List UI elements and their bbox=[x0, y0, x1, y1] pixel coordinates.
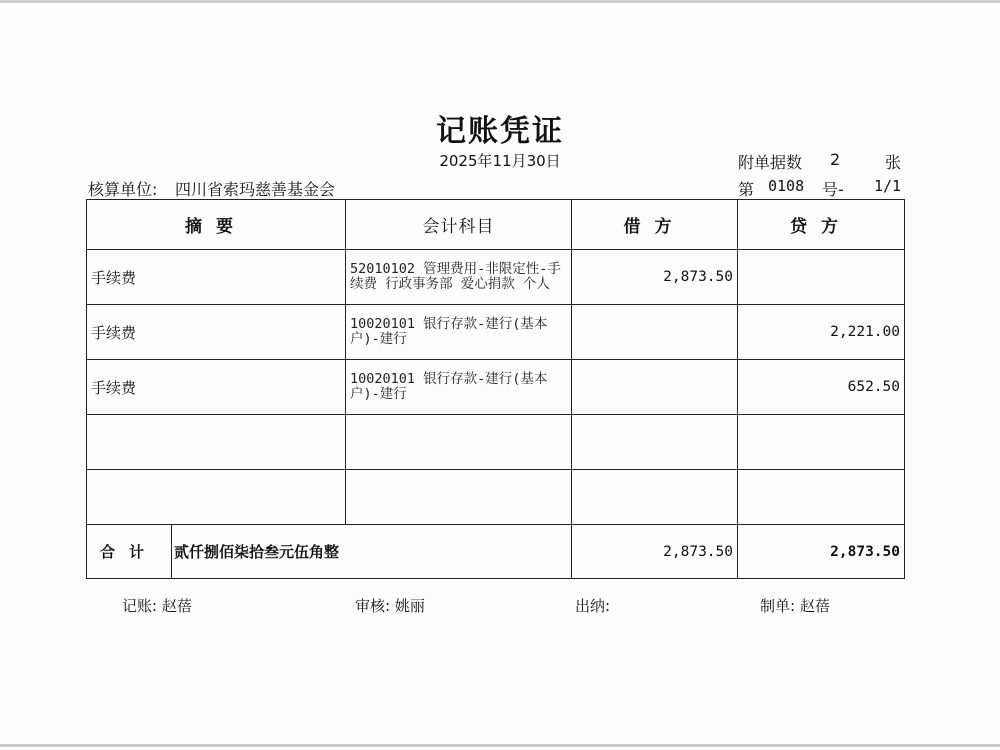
row-debit bbox=[572, 305, 738, 360]
row-debit bbox=[572, 470, 738, 525]
total-label: 合计 bbox=[87, 525, 172, 578]
row-credit: 2,221.00 bbox=[738, 305, 905, 360]
header-summary: 摘要 bbox=[87, 200, 346, 250]
row-credit bbox=[738, 415, 905, 470]
scan-edge-bottom bbox=[0, 744, 1000, 747]
reviewer: 审核: 姚丽 bbox=[355, 597, 425, 615]
voucher-title: 记账凭证 bbox=[436, 114, 564, 149]
table-row bbox=[87, 360, 905, 415]
table-row bbox=[87, 470, 905, 525]
accounting-unit-label: 核算单位: bbox=[88, 180, 158, 199]
accounting-unit-name: 四川省索玛慈善基金会 bbox=[175, 180, 336, 199]
row-debit: 2,873.50 bbox=[572, 250, 738, 305]
header-debit: 借方 bbox=[572, 200, 738, 250]
header-credit: 贷方 bbox=[738, 200, 905, 250]
row-credit bbox=[738, 470, 905, 525]
row-credit: 652.50 bbox=[738, 360, 905, 415]
row-summary: 手续费 bbox=[87, 360, 346, 415]
bookkeeper: 记账: 赵蓓 bbox=[122, 597, 192, 615]
table-row bbox=[87, 415, 905, 470]
attachments-unit: 张 bbox=[885, 153, 902, 172]
voucher-no-suffix: 号- bbox=[822, 180, 844, 199]
total-row bbox=[87, 525, 905, 579]
table-header-row bbox=[87, 200, 905, 250]
row-subject: 52010102 管理费用-非限定性-手续费 行政事务部 爱心捐款 个人 bbox=[346, 250, 572, 305]
total-credit: 2,873.50 bbox=[738, 525, 905, 579]
voucher-page: 1/1 bbox=[874, 177, 902, 195]
preparer: 制单: 赵蓓 bbox=[760, 597, 830, 615]
scan-edge-top bbox=[0, 0, 1000, 3]
voucher-date: 2025年11月30日 bbox=[439, 152, 561, 170]
cashier: 出纳: bbox=[575, 597, 611, 615]
attachments-label: 附单据数 bbox=[738, 153, 803, 172]
row-debit bbox=[572, 360, 738, 415]
row-debit bbox=[572, 415, 738, 470]
row-credit bbox=[738, 250, 905, 305]
row-subject: 10020101 银行存款-建行(基本户)-建行 bbox=[346, 360, 572, 415]
row-summary bbox=[87, 415, 346, 470]
header-subject: 会计科目 bbox=[346, 200, 572, 250]
table-row bbox=[87, 305, 905, 360]
row-subject bbox=[346, 415, 572, 470]
row-summary bbox=[87, 470, 346, 525]
row-summary: 手续费 bbox=[87, 250, 346, 305]
total-cell bbox=[87, 525, 572, 579]
attachments-count: 2 bbox=[830, 150, 841, 169]
row-subject: 10020101 银行存款-建行(基本户)-建行 bbox=[346, 305, 572, 360]
row-summary: 手续费 bbox=[87, 305, 346, 360]
voucher-table bbox=[86, 199, 905, 579]
table-row bbox=[87, 250, 905, 305]
voucher-number: 0108 bbox=[768, 177, 805, 195]
row-subject bbox=[346, 470, 572, 525]
total-amount-words: 贰仟捌佰柒拾叁元伍角整 bbox=[174, 543, 340, 561]
voucher-no-prefix: 第 bbox=[738, 180, 755, 199]
total-debit: 2,873.50 bbox=[572, 525, 738, 579]
